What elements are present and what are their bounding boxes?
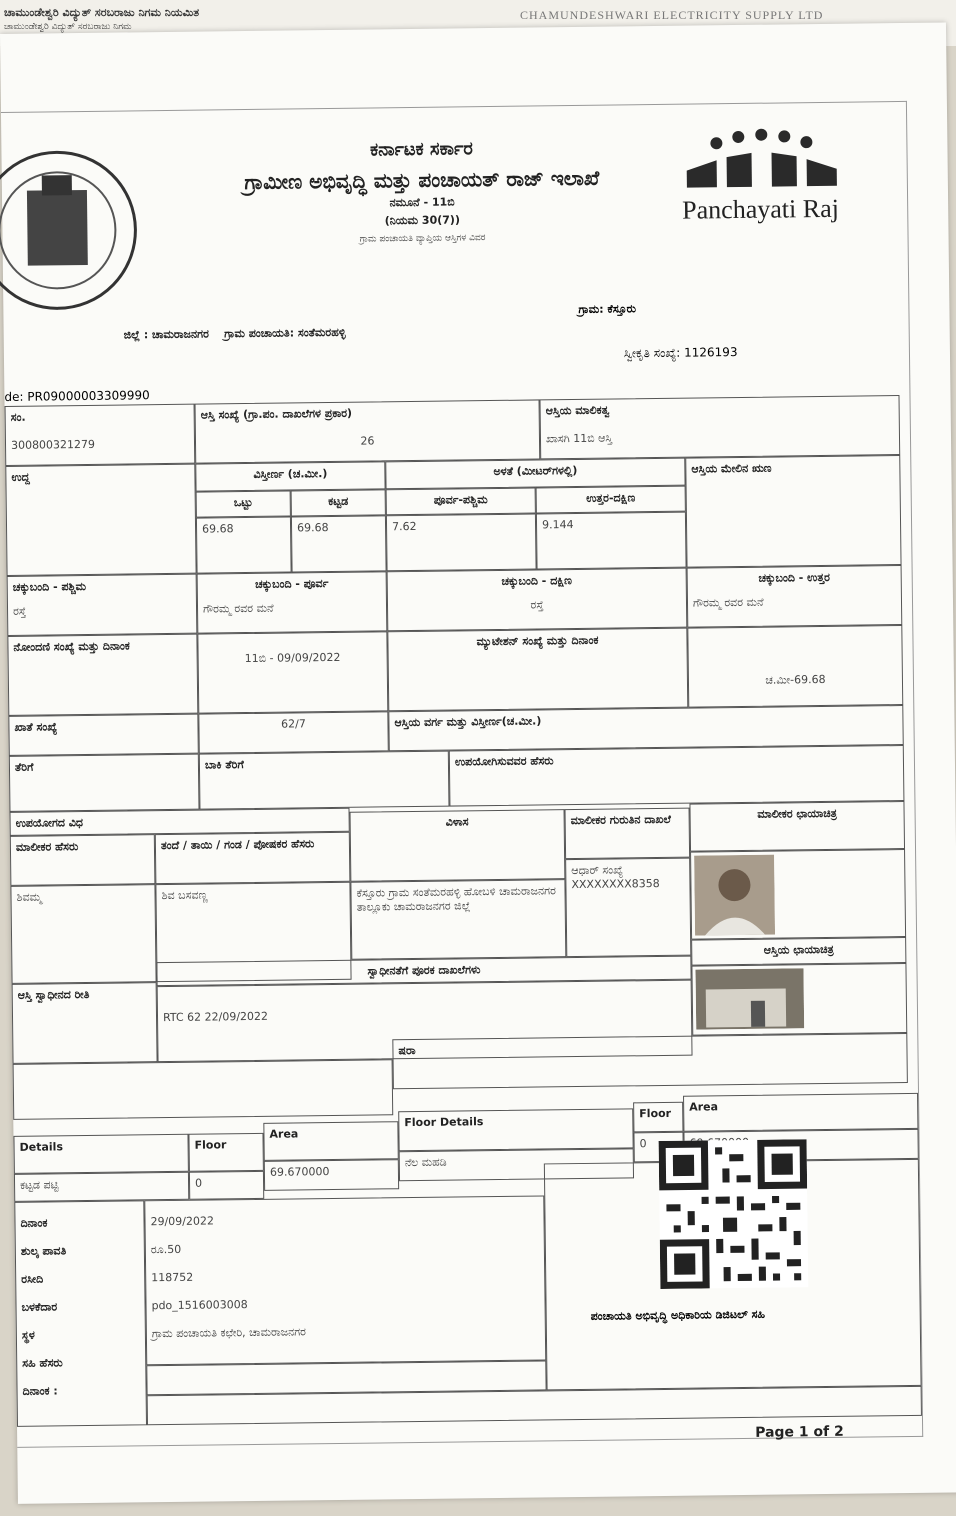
cell-mutation: ಮ್ಯುಟೇಶನ್ ಸಂಖ್ಯೆ ಮತ್ತು ದಿನಾಂಕ [387,628,688,712]
cell-khata: ಖಾತೆ ಸಂಖ್ಯೆ [8,714,198,756]
property-code: de: PR09000003309990 [4,388,150,404]
cell-uses: ಉಪಯೋಗದ ವಿಧ [10,808,350,836]
remarks-cell: ಷರಾ [392,1033,908,1089]
floor-details-head: Floor Details [398,1108,633,1151]
rule: (ನಿಯಮ 30(7)) [384,213,461,228]
cell-regn-area: ಚ.ಮೀ-69.68 [687,625,903,708]
note: ಗ್ರಾಮ ಪಂಚಾಯತಿ ವ್ಯಾಪ್ತಿಯ ಆಸ್ತಿಗಳ ವಿವರ [359,233,486,245]
owner-h1: ಮಾಲೀಕರ ಹೆಸರು [10,834,156,886]
docs-label: ಸ್ವಾಧೀನತೆಗೆ ಪೂರಕ ದಾಖಲೆಗಳು [156,956,691,987]
certificate-page [0,22,956,1503]
acq-label: ಆಸ್ತಿ ಸ್ವಾಧೀನದ ರೀತಿ [12,982,158,1064]
cell-v1: 69.68 [196,516,292,573]
owner-name: ಶಿವಮ್ಮ [10,884,156,984]
floor-v0: 0 [189,1171,264,1200]
ack-number: ಸ್ವೀಕೃತಿ ಸಂಖ್ಯೆ: 1126193 [623,345,738,361]
prop-photo-label: ಆಸ್ತಿಯ ಛಾಯಾಚಿತ್ರ [691,937,906,966]
cell-id: ಸಂ. 300800321279 [5,404,196,466]
area-head-2: Area [683,1093,918,1132]
cell-total: ಒಟ್ಟು [196,490,291,517]
area-head: Area [263,1121,398,1161]
header [151,136,692,248]
floor-details-label: Details [13,1134,188,1174]
strip-right: CHAMUNDESHWARI ELECTRICITY SUPPLY LTD [520,8,824,22]
cell-v4: 9.144 [536,512,687,570]
floor-head: Floor [188,1133,263,1172]
gov-title: ಕರ್ನಾಟಕ ಸರ್ಕಾರ [369,138,473,161]
footer-labels: ದಿನಾಂಕ ಶುಲ್ಕ ಪಾವತಿ ರಸೀದಿ ಬಳಕೆದಾರ ಸ್ಥಳ ಸಹಿ ಹೆಸರು ದಿನಾಂಕ : [14,1200,147,1427]
owner-h3: ವಿಳಾಸ [350,809,566,882]
district: ಜಿಲ್ಲೆ : ಚಾಮರಾಜನಗರ ಗ್ರಾಮ ಪಂಚಾಯತಿ: ಸಂತೆಮರಹಳ್ಳಿ [123,325,346,342]
owner-id: ಆಧಾರ್ ಸಂಖ್ಯೆ XXXXXXXX8358 [565,858,691,958]
qr-code-icon [659,1139,809,1289]
village: ಗ್ರಾಮ: ಕೆಸ್ತೂರು [578,302,636,316]
floor-area-v: 69.670000 [264,1159,399,1191]
floor-name: ನೆಲ ಮಹಡಿ [399,1148,634,1181]
acq-value: RTC 62 22/09/2022 [157,980,693,1063]
cell-prop-num: ಆಸ್ತಿ ಸಂಖ್ಯೆ (ಗ್ರಾ.ಪಂ. ದಾಖಲೆಗಳ ಪ್ರಕಾರ) 26 [195,399,541,463]
dept-title: ಗ್ರಾಮೀಣ ಅಭಿವೃದ್ಧಿ ಮತ್ತು ಪಂಚಾಯತ್ ರಾಜ್ ಇಲಾಖೆ [244,165,600,195]
blank-cell [13,1059,394,1120]
owner-h5: ಮಾಲೀಕರ ಛಾಯಾಚಿತ್ರ [689,801,905,852]
footer-values: 29/09/2022 ರೂ.50 118752 pdo_1516003008 ಗ್ರಾಮ ಪಂಚಾಯತಿ ಕಛೇರಿ, ಚಾಮರಾಜನಗರ [144,1195,546,1365]
owner-photo-icon [694,855,775,936]
floor-head-2: Floor [633,1102,683,1133]
floor-v0b: 0 [633,1132,683,1163]
owner-address: ಕೆಸ್ತೂರು ಗ್ರಾಮ ಸಂತೆಮರಹಳ್ಳಿ ಹೋಬಳಿ ಚಾಮರಾಜನಗರ ತಾಲ್ಲೂಕು ಚಾಮರಾಜನಗರ ಜಿಲ್ಲೆ [350,879,566,960]
cell-east: ಚಕ್ಕುಬಂದಿ - ಪೂರ್ವ ಗೌರಮ್ಮ ರವರ ಮನೆ [197,571,388,633]
owner-father: ಶಿವ ಬಸವಣ್ಣ [155,882,351,982]
pdo-signature: ಪಂಚಾಯತಿ ಅಭಿವೃದ್ಧಿ ಅಧಿಕಾರಿಯ ಡಿಜಿಟಲ್ ಸಹಿ [590,1307,766,1323]
owner-h4: ಮಾಲೀಕರ ಗುರುತಿನ ದಾಖಲೆ [565,808,691,860]
cell-v3: 7.62 [386,513,537,571]
cell-regn-label: ನೋಂದಣಿ ಸಂಖ್ಯೆ ಮತ್ತು ದಿನಾಂಕ [7,634,198,716]
cell-west: ಚಕ್ಕುಬಂದಿ - ಪಶ್ಚಿಮ ರಸ್ತೆ [7,574,198,636]
cell-ownership: ಆಸ್ತಿಯ ಮಾಲಿಕತ್ವ ಖಾಸಗಿ 11ಬಿ ಆಸ್ತಿ [540,395,901,459]
cell-category: ಆಸ್ತಿಯ ವರ್ಗ ಮತ್ತು ವಿಸ್ತೀರ್ಣ(ಚ.ಮೀ.) [388,705,903,751]
govt-seal-icon [0,144,143,316]
cell-building: ಕಟ್ಟಡ [291,489,386,516]
strip-left: ಚಾಮುಂಡೇಶ್ವರಿ ವಿದ್ಯುತ್ ಸರಬರಾಜು ನಿಗಮ ನಿಯಮಿತ ಚಾಮುಂಡೇಶ್ವರಿ ವಿದ್ಯುತ್ ಸರಬರಾಜು ನಿಗಮ [4,6,200,32]
floor-desc: ಕಟ್ಟಡ ಪಟ್ಟಿ [14,1172,189,1202]
prop-photo-cell [691,963,907,1036]
cell-user: ಉಪಯೋಗಿಸುವವರ ಹೆಸರು [449,745,905,807]
cell-encumbrance: ಆಸ್ತಿಯ ಮೇಲಿನ ಋಣ [685,455,901,568]
cell-measure-head: ಅಳತೆ (ಮೀಟರ್‌ಗಳಲ್ಲಿ) [385,458,685,490]
cell-area-head: ವಿಸ್ತೀರ್ಣ (ಚ.ಮೀ.) [195,461,385,491]
cell-tax-value: ಬಾಕಿ ತೆರಿಗೆ [199,751,450,810]
cell-south: ಚಕ್ಕುಬಂದಿ - ದಕ್ಷಿಣ ರಸ್ತೆ [387,568,688,632]
form-number: ನಮೂನೆ - 11ಬಿ [389,195,455,210]
panchayati-raj-text: Panchayati Raj [682,193,840,225]
cell-length: ಉದ್ದ [5,464,196,576]
cell-ew: ಪೂರ್ವ-ಪಶ್ಚಿಮ [386,487,536,515]
owner-photo-cell [690,849,906,940]
property-photo-icon [695,968,804,1029]
cell-regn-value: 11ಬಿ - 09/09/2022 [197,631,388,713]
owner-h2: ತಂದೆ / ತಾಯಿ / ಗಂಡ / ಪೋಷಕರ ಹೆಸರು [155,832,351,884]
cell-north: ಚಕ್ಕುಬಂದಿ - ಉತ್ತರ ಗೌರಮ್ಮ ರವರ ಮನೆ [687,565,903,628]
cell-v2: 69.68 [291,515,387,572]
cell-tax: ತೆರಿಗೆ [9,754,200,812]
page-number: Page 1 of 2 [755,1423,844,1441]
cell-ns: ಉತ್ತರ-ದಕ್ಷಿಣ [536,486,686,514]
cell-khata-value: 62/7 [198,711,388,753]
footer-sign-name [146,1360,546,1395]
